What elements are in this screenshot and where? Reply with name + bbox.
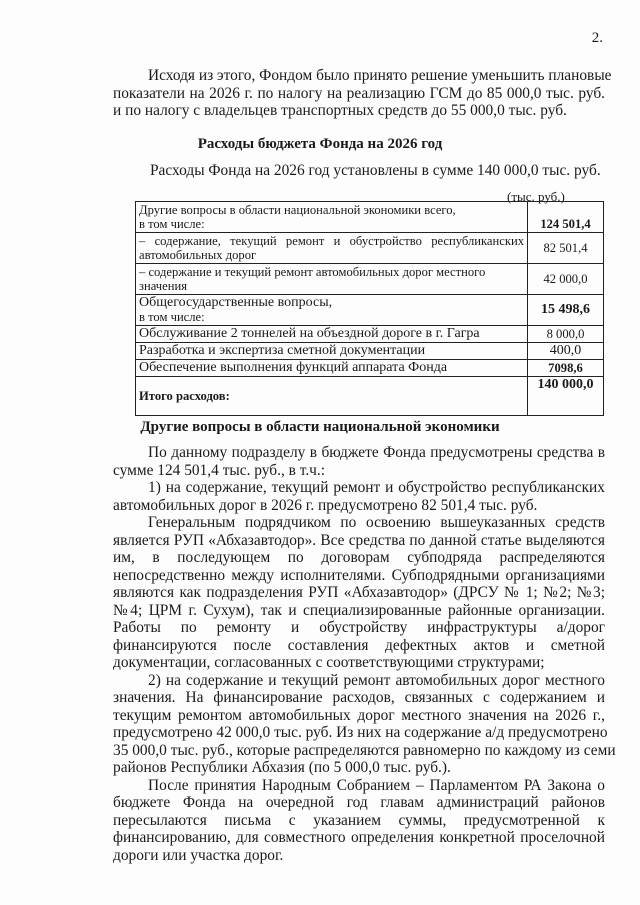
row-value: 124 501,4: [528, 202, 604, 233]
budget-table: [135, 201, 604, 416]
text-line: и по налогу с владельцев транспортных средств до 55 000,0 тыс. руб.: [113, 102, 567, 119]
units-label: (тыс. руб.): [507, 189, 565, 204]
text-line: предусмотрено 42 000,0 тыс. руб. Из них на содержание а/д предусмотрено: [113, 724, 608, 741]
text-line: сумме 124 501,4 тыс. руб., в т.ч.:: [113, 461, 326, 479]
row-value: 42 000,0: [528, 264, 604, 295]
row-value: 400,0: [528, 343, 604, 360]
row-value: 15 498,6: [528, 295, 604, 326]
text-line: 35 000,0 тыс. руб., которые распределяются равномерно по каждому из семи: [113, 741, 616, 759]
table-row: [136, 326, 604, 343]
text-line: По данному подразделу в бюджете Фонда предусмотрены средства в: [148, 444, 605, 461]
text-line: 1) на содержание, текущий ремонт и обустройство республиканских: [148, 479, 605, 496]
text-line: №4; ЦРМ г. Сухум), так и специализированные районные организации.: [113, 601, 605, 619]
row-label: Другие вопросы в области национальной экономики всего, в том числе:: [136, 202, 528, 233]
text-line: являются как подразделения РУП «Абхазавтодор» (ДРСУ № 1; №2; №3;: [113, 584, 605, 601]
text-line: Исходя из этого, Фондом было принято решение уменьшить плановые: [148, 67, 612, 84]
text-line: показатели на 2026 г. по налогу на реализацию ГСМ до 85 000,0 тыс. руб.: [113, 84, 605, 102]
intro-paragraph: [113, 67, 612, 120]
economy-heading: Другие вопросы в области национальной экономики: [140, 419, 500, 435]
row-label: Итого расходов:: [136, 377, 528, 416]
text-line: непосредственно между исполнителями. Субподрядными организациями: [113, 566, 605, 584]
row-label: Общегосударственные вопросы, в том числе:: [136, 295, 528, 326]
expenses-heading: Расходы бюджета Фонда на 2026 год: [197, 136, 443, 152]
text-line: бюджете Фонда на очередной год главам администраций районов: [113, 794, 605, 811]
table-row: [136, 233, 604, 264]
text-line: пересылаются письма с указанием суммы, предусмотренной к: [113, 811, 605, 829]
page-number: 2.: [591, 30, 603, 46]
text-line: Генеральным подрядчиком по освоению вышеуказанных средств: [148, 514, 605, 531]
row-value: 7098,6: [528, 360, 604, 377]
table-row: [136, 202, 604, 233]
table-row-total: [136, 377, 604, 416]
expenses-subtitle: Расходы Фонда на 2026 год установлены в сумме 140 000,0 тыс. руб.: [150, 162, 601, 179]
row-value: 140 000,0: [528, 377, 604, 416]
table-row: [136, 264, 604, 295]
table-row: [136, 343, 604, 360]
text-line: 2) на содержание и текущий ремонт автомобильных дорог местного: [148, 671, 605, 689]
text-line: Работы по ремонту и обустройству инфраструктуры а/дорог: [113, 619, 605, 636]
economy-body: [113, 444, 616, 864]
text-line: После принятия Народным Собранием – Парламентом РА Закона о: [148, 776, 605, 794]
text-line: финансированию, для совместного определения конкретной проселочной: [113, 829, 605, 846]
row-value: 82 501,4: [528, 233, 604, 264]
text-line: дороги или участка дорог.: [113, 846, 284, 864]
table-row: [136, 295, 604, 326]
row-label: – содержание и текущий ремонт автомобильных дорог местного значения: [136, 264, 528, 295]
text-line: автомобильных дорог в 2026 г. предусмотрено 82 501,4 тыс. руб.: [113, 496, 538, 514]
row-label: Обеспечение выполнения функций аппарата Фонда: [136, 360, 528, 377]
row-value: 8 000,0: [528, 326, 604, 343]
row-label: – содержание, текущий ремонт и обустройство республиканских автомобильных дорог: [136, 233, 528, 264]
row-label: Обслуживание 2 тоннелей на объездной дороге в г. Гагра: [136, 326, 528, 343]
text-line: районов Республики Абхазия (по 5 000,0 тыс. руб.).: [113, 759, 451, 776]
text-line: значения. На финансирование расходов, связанных с содержанием и: [113, 689, 605, 706]
text-line: является РУП «Абхазавтодор». Все средства по данной статье выделяются: [113, 531, 605, 549]
text-line: финансируются после составления дефектных актов и сметной: [113, 636, 605, 654]
table-row: [136, 360, 604, 377]
text-line: текущим ремонтом автомобильных дорог местного значения на 2026 г.,: [113, 706, 605, 724]
row-label: Разработка и экспертиза сметной документации: [136, 343, 528, 360]
text-line: документации, согласованных с соответствующими структурами;: [113, 654, 545, 671]
text-line: им, в последующем по договорам субподряда распределяются: [113, 549, 605, 566]
